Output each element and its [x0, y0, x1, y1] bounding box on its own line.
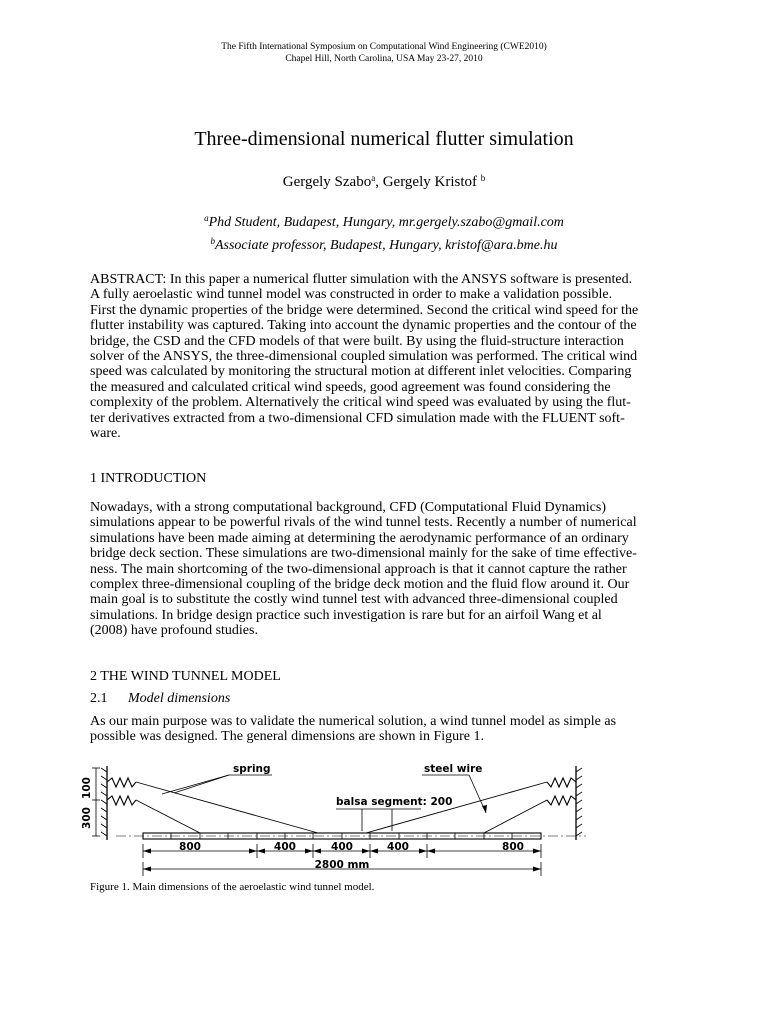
text-line: complexity of the problem. Alternatively the critical wind speed was evaluated by using the flut- — [90, 395, 631, 411]
steel-wire-label: steel wire — [424, 763, 483, 775]
text-line: ter derivatives extracted from a two-dimensional CFD simulation made with the FLUENT soft- — [90, 410, 625, 426]
spring-right-upper — [547, 778, 576, 787]
dimension-label-total: 2800 mm — [314, 859, 370, 871]
text-line: main goal is to substitute the costly wind tunnel test with advanced three-dimensional coupled — [90, 592, 618, 608]
author-affiliation-mark: b — [480, 173, 486, 183]
text-line: (2008) have profound studies. — [90, 623, 258, 639]
paper-title: Three-dimensional numerical flutter simulation — [194, 128, 574, 150]
wire — [136, 782, 318, 833]
text-line: simulations have been made aiming at determining the aerodynamic performance of an ordinary — [90, 530, 629, 546]
affiliation-line — [0, 232, 768, 255]
model-dimensions-text — [90, 714, 686, 745]
dimension-label-400-b: 400 — [331, 841, 353, 853]
text-line: ware. — [90, 426, 121, 442]
author-name: Gergely Kristof — [382, 174, 477, 190]
affiliation-line — [0, 209, 768, 232]
text-line: ABSTRACT: In this paper a numerical flutter simulation with the ANSYS software is presented. — [90, 272, 633, 287]
affiliation-text: Phd Student, Budapest, Hungary, mr.gergely.szabo@gmail.com — [208, 215, 564, 230]
dimension-label-300: 300 — [81, 807, 93, 829]
text-line: A fully aeroelastic wind tunnel model was constructed in order to make a validation possible. — [90, 287, 613, 303]
spring-left-upper — [107, 778, 136, 787]
section-heading-introduction: 1 INTRODUCTION — [90, 471, 207, 486]
author-affiliation-mark: a — [371, 173, 376, 183]
abstract — [90, 272, 686, 441]
author-name: Gergely Szabo — [282, 174, 372, 190]
text-line: simulations. In bridge design practice such investigation is rare but for an airfoil Wang et al — [90, 607, 602, 623]
text-line: ness. The main shortcoming of the two-dimensional approach is that it cannot capture the rather — [90, 561, 627, 577]
author-line — [0, 173, 768, 191]
conference-location: Chapel Hill, North Carolina, USA May 23-27, 2010 — [285, 54, 483, 64]
balsa-segment-label: balsa segment: 200 — [336, 796, 453, 808]
introduction-text — [90, 500, 686, 639]
affiliation-text: Associate professor, Budapest, Hungary, kristof@ara.bme.hu — [214, 238, 558, 253]
section-heading-wind-tunnel: 2 THE WIND TUNNEL MODEL — [90, 669, 281, 684]
author-separator: , — [375, 174, 383, 190]
spring-left-lower — [107, 796, 136, 805]
affiliation-mark: b — [210, 236, 215, 246]
text-line: Nowadays, with a strong computational background, CFD (Computational Fluid Dynamics) — [90, 500, 606, 515]
subsection-title: Model dimensions — [128, 691, 231, 706]
text-line: speed was calculated by monitoring the structural motion at different inlet velocities. Comparing — [90, 364, 632, 380]
dimension-label-800-right: 800 — [502, 841, 524, 853]
dimension-label-400-a: 400 — [274, 841, 296, 853]
figure-caption: Figure 1. Main dimensions of the aeroelastic wind tunnel model. — [90, 881, 375, 893]
subsection-heading-model-dimensions — [90, 691, 230, 707]
text-line: the measured and calculated critical wind speeds, good agreement was found considering the — [90, 379, 611, 395]
text-line: complex three-dimensional coupling of the bridge deck motion and the fluid flow around it. Our — [90, 577, 630, 593]
text-line: possible was designed. The general dimensions are shown in Figure 1. — [90, 729, 485, 745]
affiliations — [0, 209, 768, 255]
wire — [484, 800, 547, 833]
spring-right-lower — [547, 796, 576, 805]
dimension-label-800-left: 800 — [179, 841, 201, 853]
spring-label: spring — [233, 763, 271, 775]
conference-name: The Fifth International Symposium on Computational Wind Engineering (CWE2010) — [221, 42, 547, 52]
text-line: solver of the ANSYS, the three-dimensional coupled simulation was performed. The critical wind — [90, 349, 638, 365]
text-line: bridge, the CSD and the CFD models of that were built. By using the fluid-structure interaction — [90, 333, 624, 349]
affiliation-mark: a — [204, 213, 209, 223]
text-line: bridge deck section. These simulations are two-dimensional mainly for the sake of time effective- — [90, 546, 637, 562]
text-line: flutter instability was captured. Taking into account the dynamic properties and the contour of the — [90, 318, 637, 334]
text-line: First the dynamic properties of the bridge were determined. Second the critical wind speed for the — [90, 302, 639, 318]
text-line: simulations appear to be powerful rivals of the wind tunnel tests. Recently a number of numerical — [90, 515, 637, 531]
dimension-label-400-c: 400 — [387, 841, 409, 853]
dimension-label-100: 100 — [81, 777, 93, 799]
wire — [136, 800, 200, 833]
conference-header — [0, 41, 768, 65]
subsection-number: 2.1 — [90, 691, 108, 706]
text-line: As our main purpose was to validate the numerical solution, a wind tunnel model as simple as — [90, 714, 617, 729]
figure-1-diagram — [81, 760, 686, 882]
